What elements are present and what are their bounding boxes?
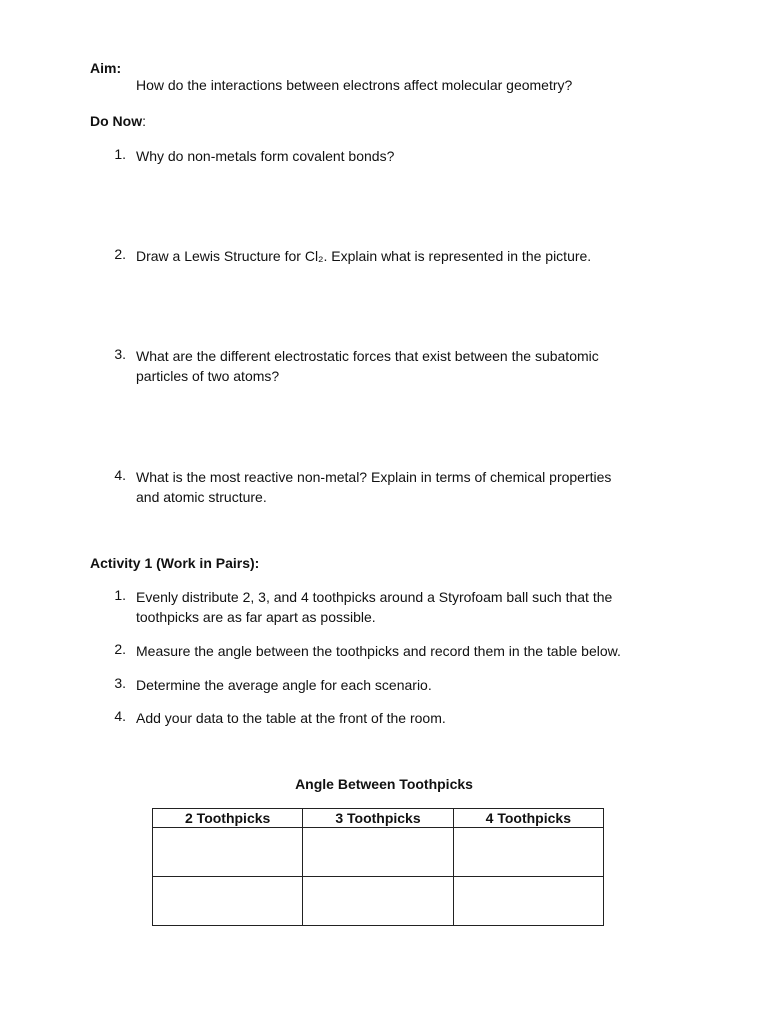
activity-item-line: Evenly distribute 2, 3, and 4 toothpicks around a Styrofoam ball such that the: [136, 589, 613, 605]
do-now-item-text: [136, 467, 611, 507]
table-row: [153, 877, 604, 926]
table-cell[interactable]: [153, 828, 303, 877]
activity-item-line: Determine the average angle for each scenario.: [136, 677, 432, 693]
activity-heading: Activity 1 (Work in Pairs):: [90, 555, 260, 571]
activity-item-text: [136, 708, 446, 728]
do-now-item-text: [136, 246, 591, 266]
do-now-item-line: What are the different electrostatic forces that exist between the subatomic: [136, 348, 599, 364]
activity-item-number: 2.: [114, 641, 126, 657]
activity-item-line: Add your data to the table at the front of the room.: [136, 710, 446, 726]
activity-item-number: 1.: [114, 587, 126, 603]
do-now-label: Do Now: [90, 113, 143, 129]
do-now-heading: [90, 113, 146, 129]
do-now-item-line: and atomic structure.: [136, 489, 267, 505]
activity-item-number: 4.: [114, 708, 126, 724]
activity-item-text: [136, 675, 432, 695]
do-now-item-number: 3.: [114, 346, 126, 362]
do-now-item-text: [136, 146, 394, 166]
table-header-row: [153, 809, 604, 828]
do-now-item-line: What is the most reactive non-metal? Explain in terms of chemical properties: [136, 469, 612, 485]
activity-item-text: [136, 587, 612, 627]
do-now-colon: :: [142, 113, 146, 129]
activity-item-line: toothpicks are as far apart as possible.: [136, 609, 376, 625]
activity-item-text: [136, 641, 621, 661]
table-cell[interactable]: [153, 877, 303, 926]
aim-label: Aim:: [90, 60, 122, 76]
do-now-item-line: Draw a Lewis Structure for Cl₂. Explain what is represented in the picture.: [136, 248, 592, 264]
do-now-item-line: particles of two atoms?: [136, 368, 280, 384]
do-now-item-number: 4.: [114, 467, 126, 483]
do-now-item-number: 1.: [114, 146, 126, 162]
aim-question: How do the interactions between electrons affect molecular geometry?: [136, 77, 573, 93]
column-header-3-toothpicks: 3 Toothpicks: [303, 809, 453, 828]
do-now-item-text: [136, 346, 599, 386]
activity-item-line: Measure the angle between the toothpicks and record them in the table below.: [136, 643, 621, 659]
toothpick-angle-table: [152, 808, 604, 926]
table-cell[interactable]: [453, 828, 603, 877]
do-now-item-line: Why do non-metals form covalent bonds?: [136, 148, 395, 164]
table-cell[interactable]: [453, 877, 603, 926]
table-cell[interactable]: [303, 877, 453, 926]
column-header-2-toothpicks: 2 Toothpicks: [153, 809, 303, 828]
activity-item-number: 3.: [114, 675, 126, 691]
table-title: Angle Between Toothpicks: [295, 776, 473, 792]
table-cell[interactable]: [303, 828, 453, 877]
table-row: [153, 828, 604, 877]
do-now-item-number: 2.: [114, 246, 126, 262]
column-header-4-toothpicks: 4 Toothpicks: [453, 809, 603, 828]
